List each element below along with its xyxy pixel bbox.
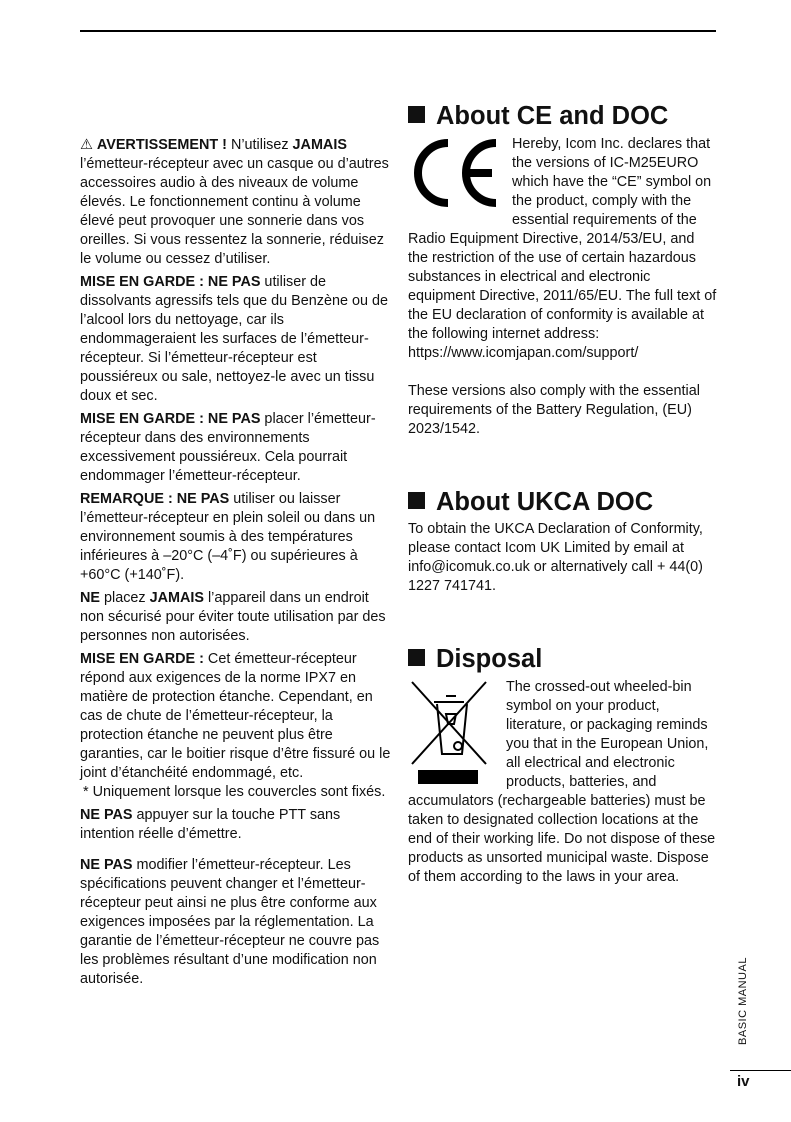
ce-declaration-text: Hereby, Icom Inc. declares that the versions of IC-M25EURO which have the “CE” symbol on the product, comply with the essential requirements of the Radio Equipment Directive, 2014/53/EU, and the restriction of the use of certain hazardous substances in electrical and electronic equipment Directive, 2011/65/EU. The full text of the EU declaration of conformity is available at the following internet address: bbox=[408, 136, 717, 342]
mise-en-garde-dust: MISE EN GARDE : NE PAS placer l’émetteur-récepteur dans des environnements excessivement poussiéreux. Cela pourrait endommager l’émetteur-récepteur. bbox=[80, 411, 376, 484]
warning-icon: ⚠ bbox=[80, 137, 93, 153]
heading-square-icon bbox=[408, 649, 425, 666]
ptt-warning: NE PAS appuyer sur la touche PTT sans intention réelle d’émettre. bbox=[80, 807, 341, 842]
page-number: iv bbox=[737, 1073, 750, 1090]
ukca-heading: About UKCA DOC bbox=[408, 487, 653, 517]
top-rule bbox=[80, 30, 716, 32]
ukca-text: To obtain the UKCA Declaration of Conformity, please contact Icom UK Limited by email at info@icomuk.co.uk or alternatively call + 44(0) 1227 741741. bbox=[408, 521, 703, 594]
disposal-heading: Disposal bbox=[408, 644, 542, 674]
ukca-section bbox=[408, 520, 718, 596]
remarque-temperature: REMARQUE : NE PAS utiliser ou laisser l’émetteur-récepteur en plein soleil ou dans un environnement soumis à des températures inférieures à –20°C (–4˚F) ou supérieures à +60°C (+140˚F). bbox=[80, 491, 376, 583]
ce-doc-heading: About CE and DOC bbox=[408, 101, 668, 131]
avertissement-label: AVERTISSEMENT ! bbox=[96, 137, 227, 153]
ipx7-footnote: * Uniquement lorsque les couvercles sont fixés. bbox=[83, 784, 386, 800]
battery-regulation-text: These versions also comply with the essential requirements of the Battery Regulation, (EU) 2023/1542. bbox=[408, 383, 700, 437]
modification-warning: NE PAS modifier l’émetteur-récepteur. Les spécifications peuvent changer et l’émetteur-récepteur peut ainsi ne plus être conforme aux exigences imposées par la réglementation. La garantie de l’émetteur-récepteur ne couvre pas les problèmes résultant d’une modification non autorisée. bbox=[80, 857, 380, 987]
ce-doc-section bbox=[408, 135, 718, 439]
heading-square-icon bbox=[408, 492, 425, 509]
heading-square-icon bbox=[408, 106, 425, 123]
disposal-text: The crossed-out wheeled-bin symbol on your product, literature, or packaging reminds you that in the European Union, all electrical and electronic products, batteries, and accumulators (rechargeable batteries) must be taken to designated collection locations at the end of their working life. Do not dispose of these products as unsorted municipal waste. Dispose of them according to the laws in your area. bbox=[408, 679, 716, 885]
ce-support-url[interactable]: https://www.icomjapan.com/support/ bbox=[408, 345, 639, 361]
basic-manual-tab: BASIC MANUAL bbox=[737, 957, 749, 1045]
crossed-out-bin-icon bbox=[408, 678, 492, 788]
ce-mark-icon bbox=[408, 137, 504, 209]
warnings-column bbox=[80, 136, 392, 993]
mise-en-garde-solvents: MISE EN GARDE : NE PAS utiliser de dissolvants agressifs tels que du Benzène ou de l’alcool lors du nettoyage, car ils endommageraient les surfaces de l’émetteur-récepteur. Si l’émetteur-récepteur est poussiéreux ou sale, nettoyez-le avec un tissu doux et sec. bbox=[80, 274, 388, 404]
avertissement-paragraph: ⚠ AVERTISSEMENT ! N’utilisez JAMAIS l’émetteur-récepteur avec un casque ou d’autres accessoires audio à des niveaux de volume élevés. Le fonctionnement continu à volume élevé peut provoquer une sonnerie dans vos oreilles. Si vous ressentez la sonnerie, réduisez le volume ou cessez d’utiliser. bbox=[80, 137, 389, 267]
disposal-section bbox=[408, 678, 718, 887]
page-number-rule bbox=[730, 1070, 791, 1071]
ne-placez-jamais: NE placez JAMAIS l’appareil dans un endroit non sécurisé pour éviter toute utilisation par des personnes non autorisées. bbox=[80, 590, 386, 644]
mise-en-garde-ipx7: MISE EN GARDE : Cet émetteur-récepteur répond aux exigences de la norme IPX7 en matière de protection étanche. Cependant, en cas de chute de l’émetteur-récepteur, la protection étanche ne peuvent plus être garanties, car le boitier risque d’être fissuré ou le joint d’étanchéité endommagé, etc. bbox=[80, 651, 391, 781]
